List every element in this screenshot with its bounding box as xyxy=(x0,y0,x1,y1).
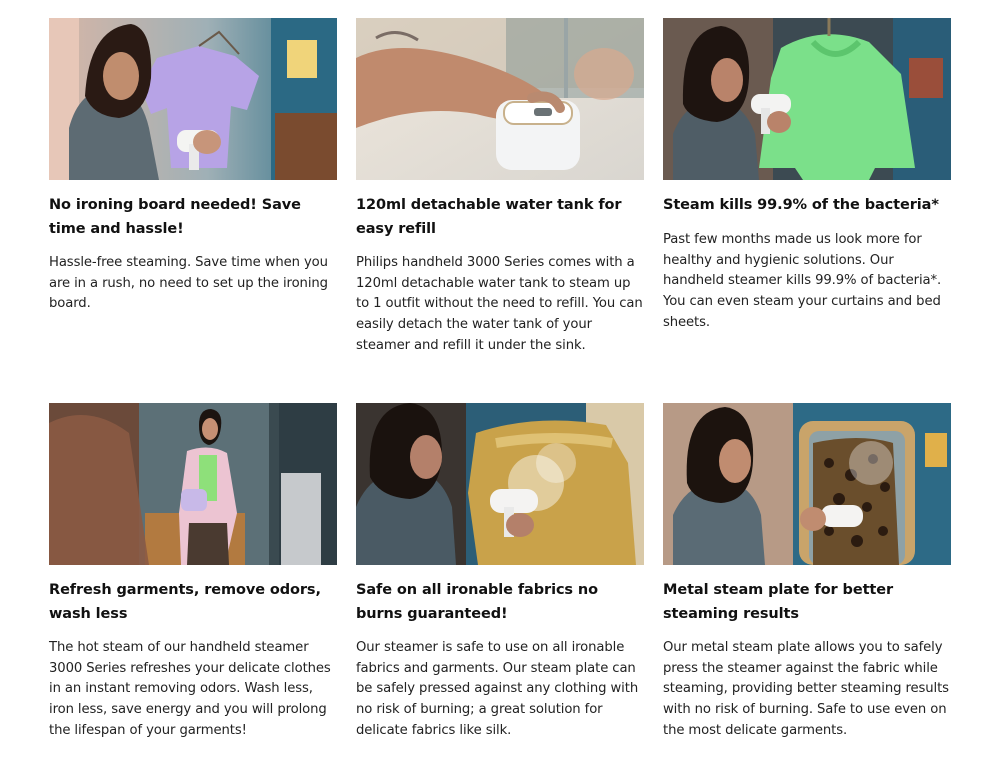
photo-detachable-water-tank xyxy=(356,18,644,180)
feature-title: Metal steam plate for better steaming results xyxy=(663,582,894,622)
feature-description: Our metal steam plate allows you to safely press the steamer against the fabric while steaming, providing better steaming results with no risk of burning. Safe to use even on the most delicate garments. xyxy=(663,640,949,738)
feature-title: Safe on all ironable fabrics no burns guaranteed! xyxy=(356,582,598,622)
photo-green-hoodie-steaming xyxy=(663,18,951,180)
feature-description: Philips handheld 3000 Series comes with a 120ml detachable water tank to steam up to 1 outfit without the need to refill. You can easily detach the water tank of your steamer and refill it under the sink. xyxy=(356,255,643,353)
feature-description: Past few months made us look more for healthy and hygienic solutions. Our handheld steamer kills 99.9% of bacteria*. You can even steam your curtains and bed sheets. xyxy=(663,232,942,330)
photo-purple-tshirt-steaming xyxy=(49,18,337,180)
feature-card-no-ironing-board xyxy=(49,18,337,312)
feature-description: The hot steam of our handheld steamer 3000 Series refreshes your delicate clothes in an instant removing odors. Wash less, iron less, save energy and you will prolong the lifespan of your garments! xyxy=(49,640,331,738)
feature-card-metal-steam-plate xyxy=(663,403,951,738)
feature-title: No ironing board needed! Save time and hassle! xyxy=(49,197,301,237)
feature-title: Steam kills 99.9% of the bacteria* xyxy=(663,197,939,213)
photo-gold-sequin-steaming xyxy=(356,403,644,565)
photo-refresh-garments-bedroom xyxy=(49,403,337,565)
photo-leopard-dress-steaming xyxy=(663,403,951,565)
feature-card-safe-on-fabrics xyxy=(356,403,644,738)
feature-description: Hassle-free steaming. Save time when you are in a rush, no need to set up the ironing board. xyxy=(49,255,328,312)
feature-title: 120ml detachable water tank for easy refill xyxy=(356,197,622,237)
feature-card-kills-bacteria xyxy=(663,18,951,330)
feature-title: Refresh garments, remove odors, wash less xyxy=(49,582,321,622)
feature-card-refresh-garments xyxy=(49,403,337,738)
feature-card-water-tank xyxy=(356,18,644,353)
feature-description: Our steamer is safe to use on all ironable fabrics and garments. Our steam plate can be safely pressed against any clothing with no risk of burning; a great solution for delicate fabrics like silk. xyxy=(356,640,639,738)
